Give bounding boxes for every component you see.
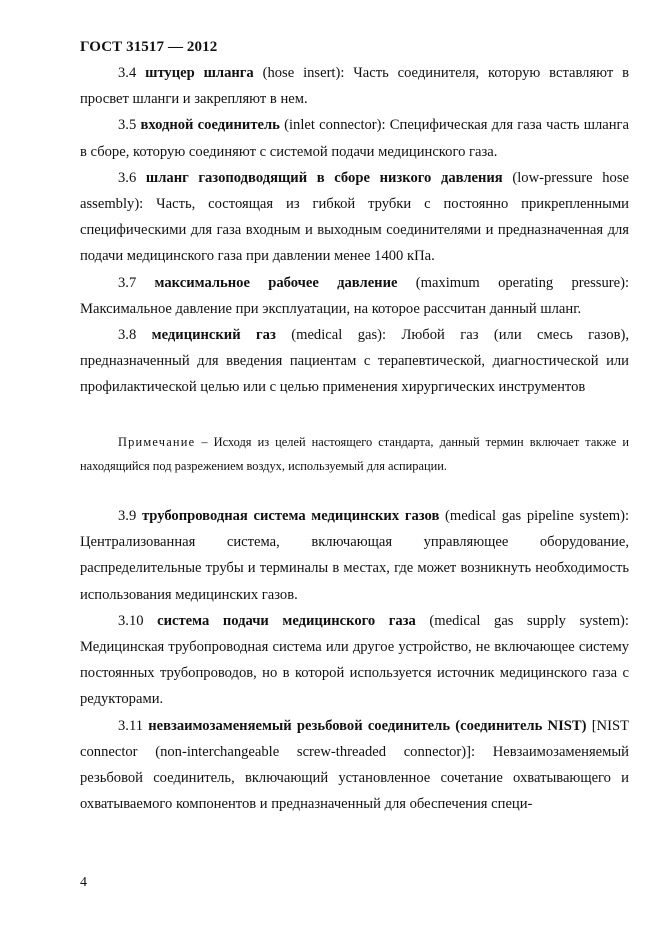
definition-text: (hose insert): Часть соединителя, которую вставляют в просвет шланги и закрепляют в нем.: [80, 65, 630, 108]
note-block: [80, 430, 629, 478]
definition-number: 3.6: [118, 169, 137, 186]
definition-3-8: [80, 322, 629, 401]
definition-term: система подачи медицинского газа: [157, 612, 416, 629]
definition-text: [NIST connector (non-interchangeable screw-threaded connector)]: Невзаимозаменяемый резьбовой соединитель, включающий установленное сочетание охватывающего и охватываемого компонентов и предназначенный для обеспечения специ-: [80, 717, 629, 813]
definition-number: 3.8: [118, 327, 137, 344]
definitions-block-bottom: [80, 503, 629, 817]
note-paragraph: [80, 430, 629, 478]
definition-term: трубопроводная система медицинских газов: [141, 508, 440, 524]
definition-term: входной соединитель: [140, 117, 280, 134]
definition-3-10: [80, 608, 629, 713]
definition-3-9: [80, 503, 629, 608]
definition-term: максимальное рабочее давление: [154, 274, 398, 291]
definition-text: (inlet connector): Специфическая для газа часть шланга в сборе, которую соединяют с системой подачи медицинского газа.: [80, 117, 629, 160]
definition-text: (medical gas): Любой газ (или смесь газов), предназначенный для введения пациентам с терапевтической, диагностической или профилактической целью или с целью применения хирургических инструментов: [80, 327, 629, 396]
definition-3-11: [80, 713, 629, 818]
definition-3-6: [80, 165, 629, 270]
definition-text: (medical gas supply system): Медицинская трубопроводная система или другое устройство, не включающее систему постоянных трубопроводов, но в которой используется источник медицинского газа с редукторами.: [80, 612, 629, 708]
definition-number: 3.11: [118, 717, 143, 734]
definition-3-5: [80, 112, 629, 164]
definition-number: 3.4: [118, 65, 137, 81]
definitions-block-top: [80, 60, 629, 401]
definition-number: 3.9: [118, 508, 137, 524]
definition-term: штуцер шланга: [145, 65, 254, 81]
page-number: 4: [80, 875, 87, 890]
note-text: – Исходя из целей настоящего стандарта, данный термин включает также и находящийся под разрежением воздух, используемый для аспирации.: [80, 435, 629, 473]
definition-3-7: [80, 270, 629, 322]
definition-term: невзаимозаменяемый резьбовой соединитель (соединитель NIST): [148, 717, 587, 734]
definition-number: 3.10: [118, 612, 144, 629]
definition-text: (maximum operating pressure): Максимальное давление при эксплуатации, на которое рассчитан данный шланг.: [80, 274, 629, 317]
definition-text: (low-pressure hose assembly): Часть, состоящая из гибкой трубки с постоянно прикрепленными специфическими для газа входным и выходным соединителями и предназначенная для подачи медицинского газа при давлении менее 1400 кПа.: [80, 169, 629, 265]
definition-term: медицинский газ: [151, 327, 276, 344]
note-label: Примечание: [118, 435, 196, 449]
definition-number: 3.5: [118, 117, 137, 134]
definition-3-4: [80, 60, 629, 112]
definition-term: шланг газоподводящий в сборе низкого давления: [145, 169, 503, 186]
definition-text: (medical gas pipeline system): Централизованная система, включающая управляющее оборудование, распределительные трубы и терминалы в местах, где может возникнуть необходимость использования медицинских газов.: [80, 508, 630, 603]
standard-designation: ГОСТ 31517 — 2012: [80, 39, 218, 55]
definition-number: 3.7: [118, 274, 137, 291]
